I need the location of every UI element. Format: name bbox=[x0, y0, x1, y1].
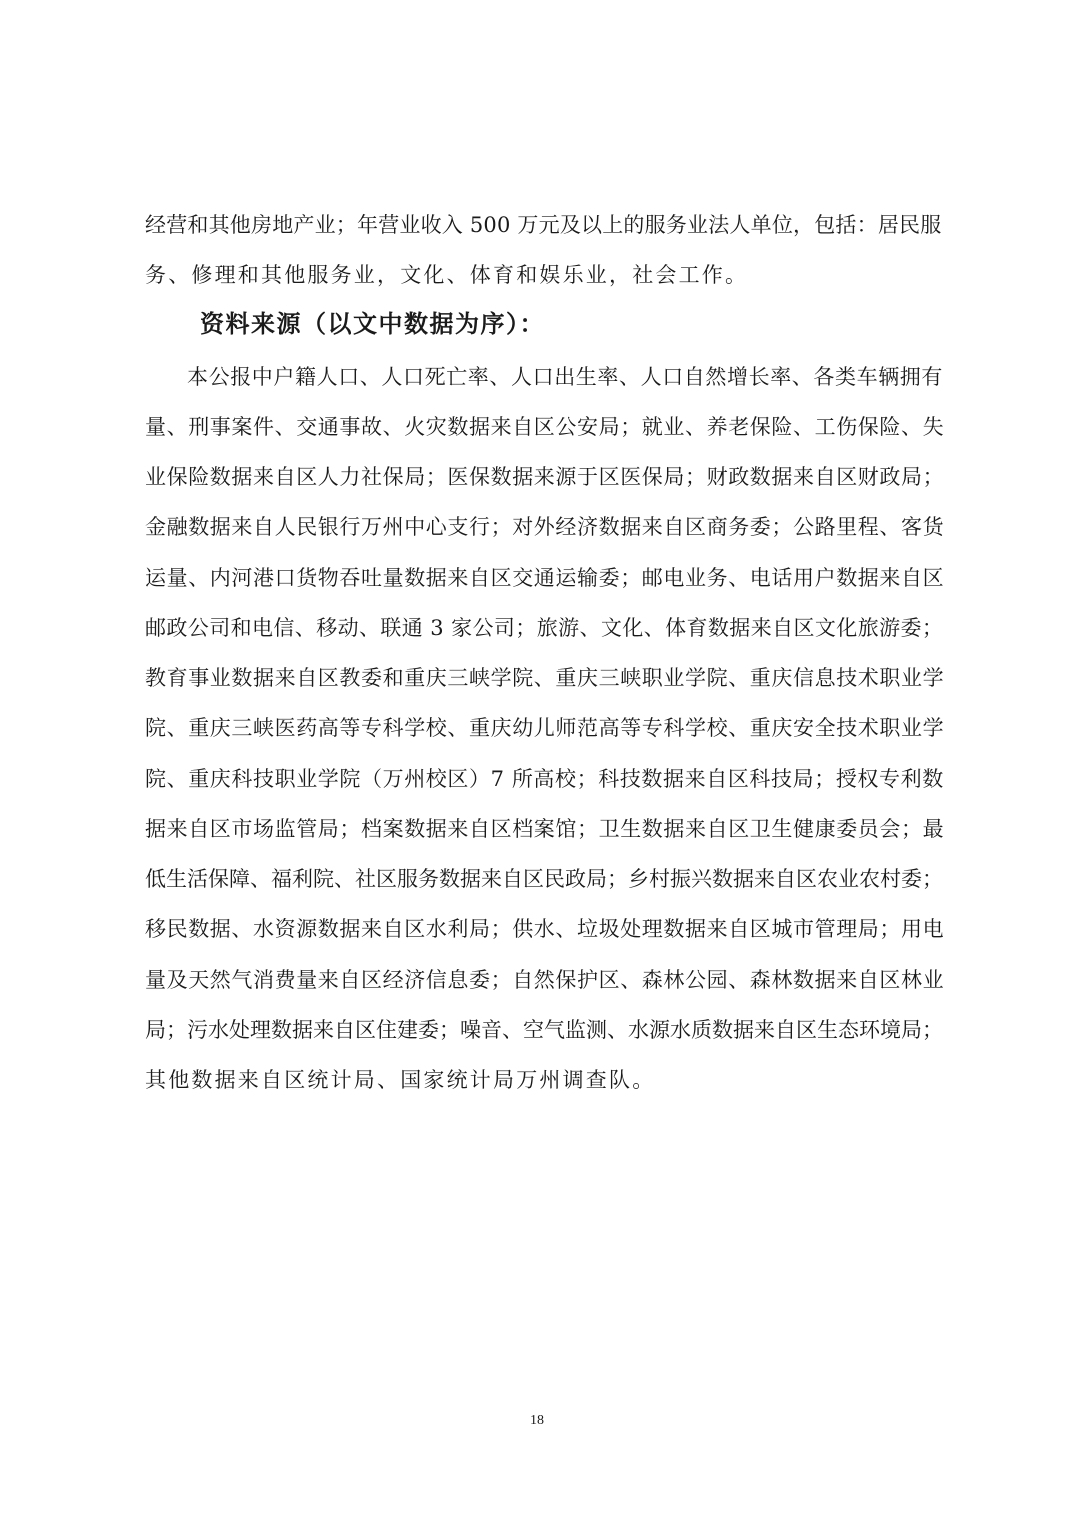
body-line-2: 量、刑事案件、交通事故、火灾数据来自区公安局；就业、养老保险、工伤保险、失 bbox=[145, 415, 945, 439]
body-line-7: 教育事业数据来自区教委和重庆三峡学院、重庆三峡职业学院、重庆信息技术职业学 bbox=[145, 666, 945, 690]
body-line-8: 院、重庆三峡医药高等专科学校、重庆幼儿师范高等专科学校、重庆安全技术职业学 bbox=[145, 716, 945, 740]
body-line-10: 据来自区市场监管局；档案数据来自区档案馆；卫生数据来自区卫生健康委员会；最 bbox=[145, 817, 945, 841]
intro-line-2: 务、修理和其他服务业，文化、体育和娱乐业，社会工作。 bbox=[145, 263, 749, 287]
intro-line-1: 经营和其他房地产业；年营业收入 500 万元及以上的服务业法人单位，包括：居民服 bbox=[145, 213, 942, 237]
body-line-9: 院、重庆科技职业学院（万州校区）7 所高校；科技数据来自区科技局；授权专利数 bbox=[145, 767, 944, 791]
body-line-5: 运量、内河港口货物吞吐量数据来自区交通运输委；邮电业务、电话用户数据来自区 bbox=[145, 566, 945, 590]
body-line-13: 量及天然气消费量来自区经济信息委；自然保护区、森林公园、森林数据来自区林业 bbox=[145, 968, 945, 992]
body-line-3: 业保险数据来自区人力社保局；医保数据来源于区医保局；财政数据来自区财政局； bbox=[145, 465, 945, 489]
section-heading: 资料来源（以文中数据为序）： bbox=[200, 310, 545, 338]
body-line-14: 局；污水处理数据来自区住建委；噪音、空气监测、水源水质数据来自区生态环境局； bbox=[145, 1018, 943, 1042]
body-line-6: 邮政公司和电信、移动、联通 3 家公司；旅游、文化、体育数据来自区文化旅游委； bbox=[145, 616, 944, 640]
page-number: 18 bbox=[530, 1413, 544, 1428]
body-line-12: 移民数据、水资源数据来自区水利局；供水、垃圾处理数据来自区城市管理局；用电 bbox=[145, 917, 945, 941]
body-line-11: 低生活保障、福利院、社区服务数据来自区民政局；乡村振兴数据来自区农业农村委； bbox=[145, 867, 943, 891]
body-line-1: 本公报中户籍人口、人口死亡率、人口出生率、人口自然增长率、各类车辆拥有 bbox=[187, 365, 943, 389]
body-line-15: 其他数据来自区统计局、国家统计局万州调查队。 bbox=[145, 1068, 656, 1092]
body-line-4: 金融数据来自人民银行万州中心支行；对外经济数据来自区商务委；公路里程、客货 bbox=[145, 515, 945, 539]
